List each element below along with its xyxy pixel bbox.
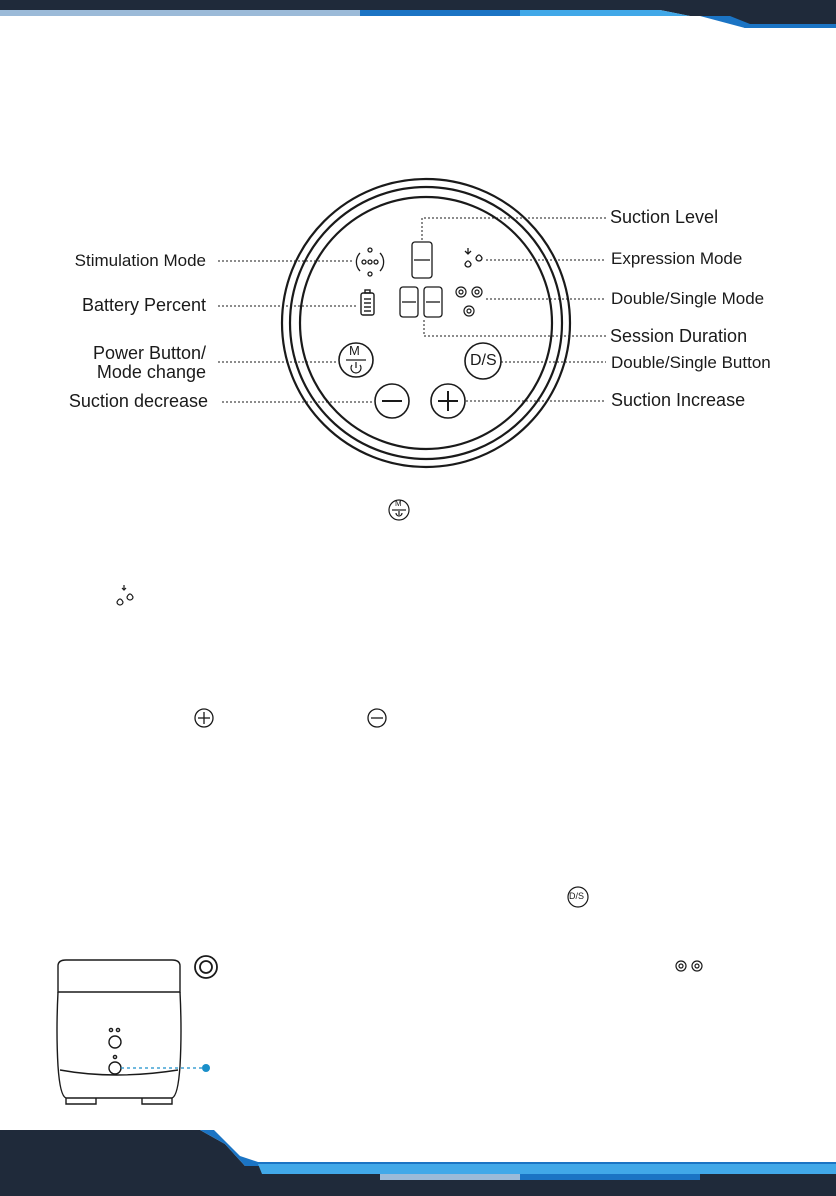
mode-button-letter: M	[349, 343, 360, 358]
expression-mode-icon	[465, 248, 482, 267]
label-power-button: Power Button/	[92, 343, 206, 363]
label-double-single-button: Double/Single Button	[611, 353, 771, 372]
pump-device-illustration	[57, 960, 181, 1104]
suction-level-digit	[412, 242, 432, 278]
device-callout-dot	[202, 1064, 210, 1072]
label-mode-change: Mode change	[96, 362, 206, 382]
label-suction-decrease: Suction decrease	[68, 391, 208, 411]
inline-mode-letter: M	[395, 499, 402, 508]
panel-outer-ring	[282, 179, 570, 467]
footer-banner	[0, 1130, 836, 1196]
panel-inner-ring	[300, 197, 552, 449]
label-double-single-mode: Double/Single Mode	[611, 289, 765, 308]
inline-single-breast-icon	[195, 956, 217, 978]
label-stimulation-mode: Stimulation Mode	[74, 251, 206, 270]
stimulation-mode-icon	[356, 248, 383, 276]
inline-plus-circle-icon	[195, 709, 213, 727]
battery-icon	[361, 290, 374, 315]
inline-expression-drops-icon	[117, 585, 133, 605]
label-suction-increase: Suction Increase	[611, 390, 746, 410]
inline-minus-circle-icon	[368, 709, 386, 727]
label-battery-percent: Battery Percent	[81, 295, 206, 315]
panel-middle-ring	[290, 187, 562, 459]
double-single-mode-icon	[456, 287, 482, 316]
label-suction-level: Suction Level	[610, 207, 719, 227]
ds-button-label: D/S	[470, 352, 497, 369]
label-session-duration: Session Duration	[610, 326, 748, 346]
session-duration-digits	[400, 287, 442, 317]
inline-double-breast-icon	[676, 961, 702, 971]
label-expression-mode: Expression Mode	[611, 249, 743, 268]
inline-ds-label: D/S	[569, 891, 585, 901]
